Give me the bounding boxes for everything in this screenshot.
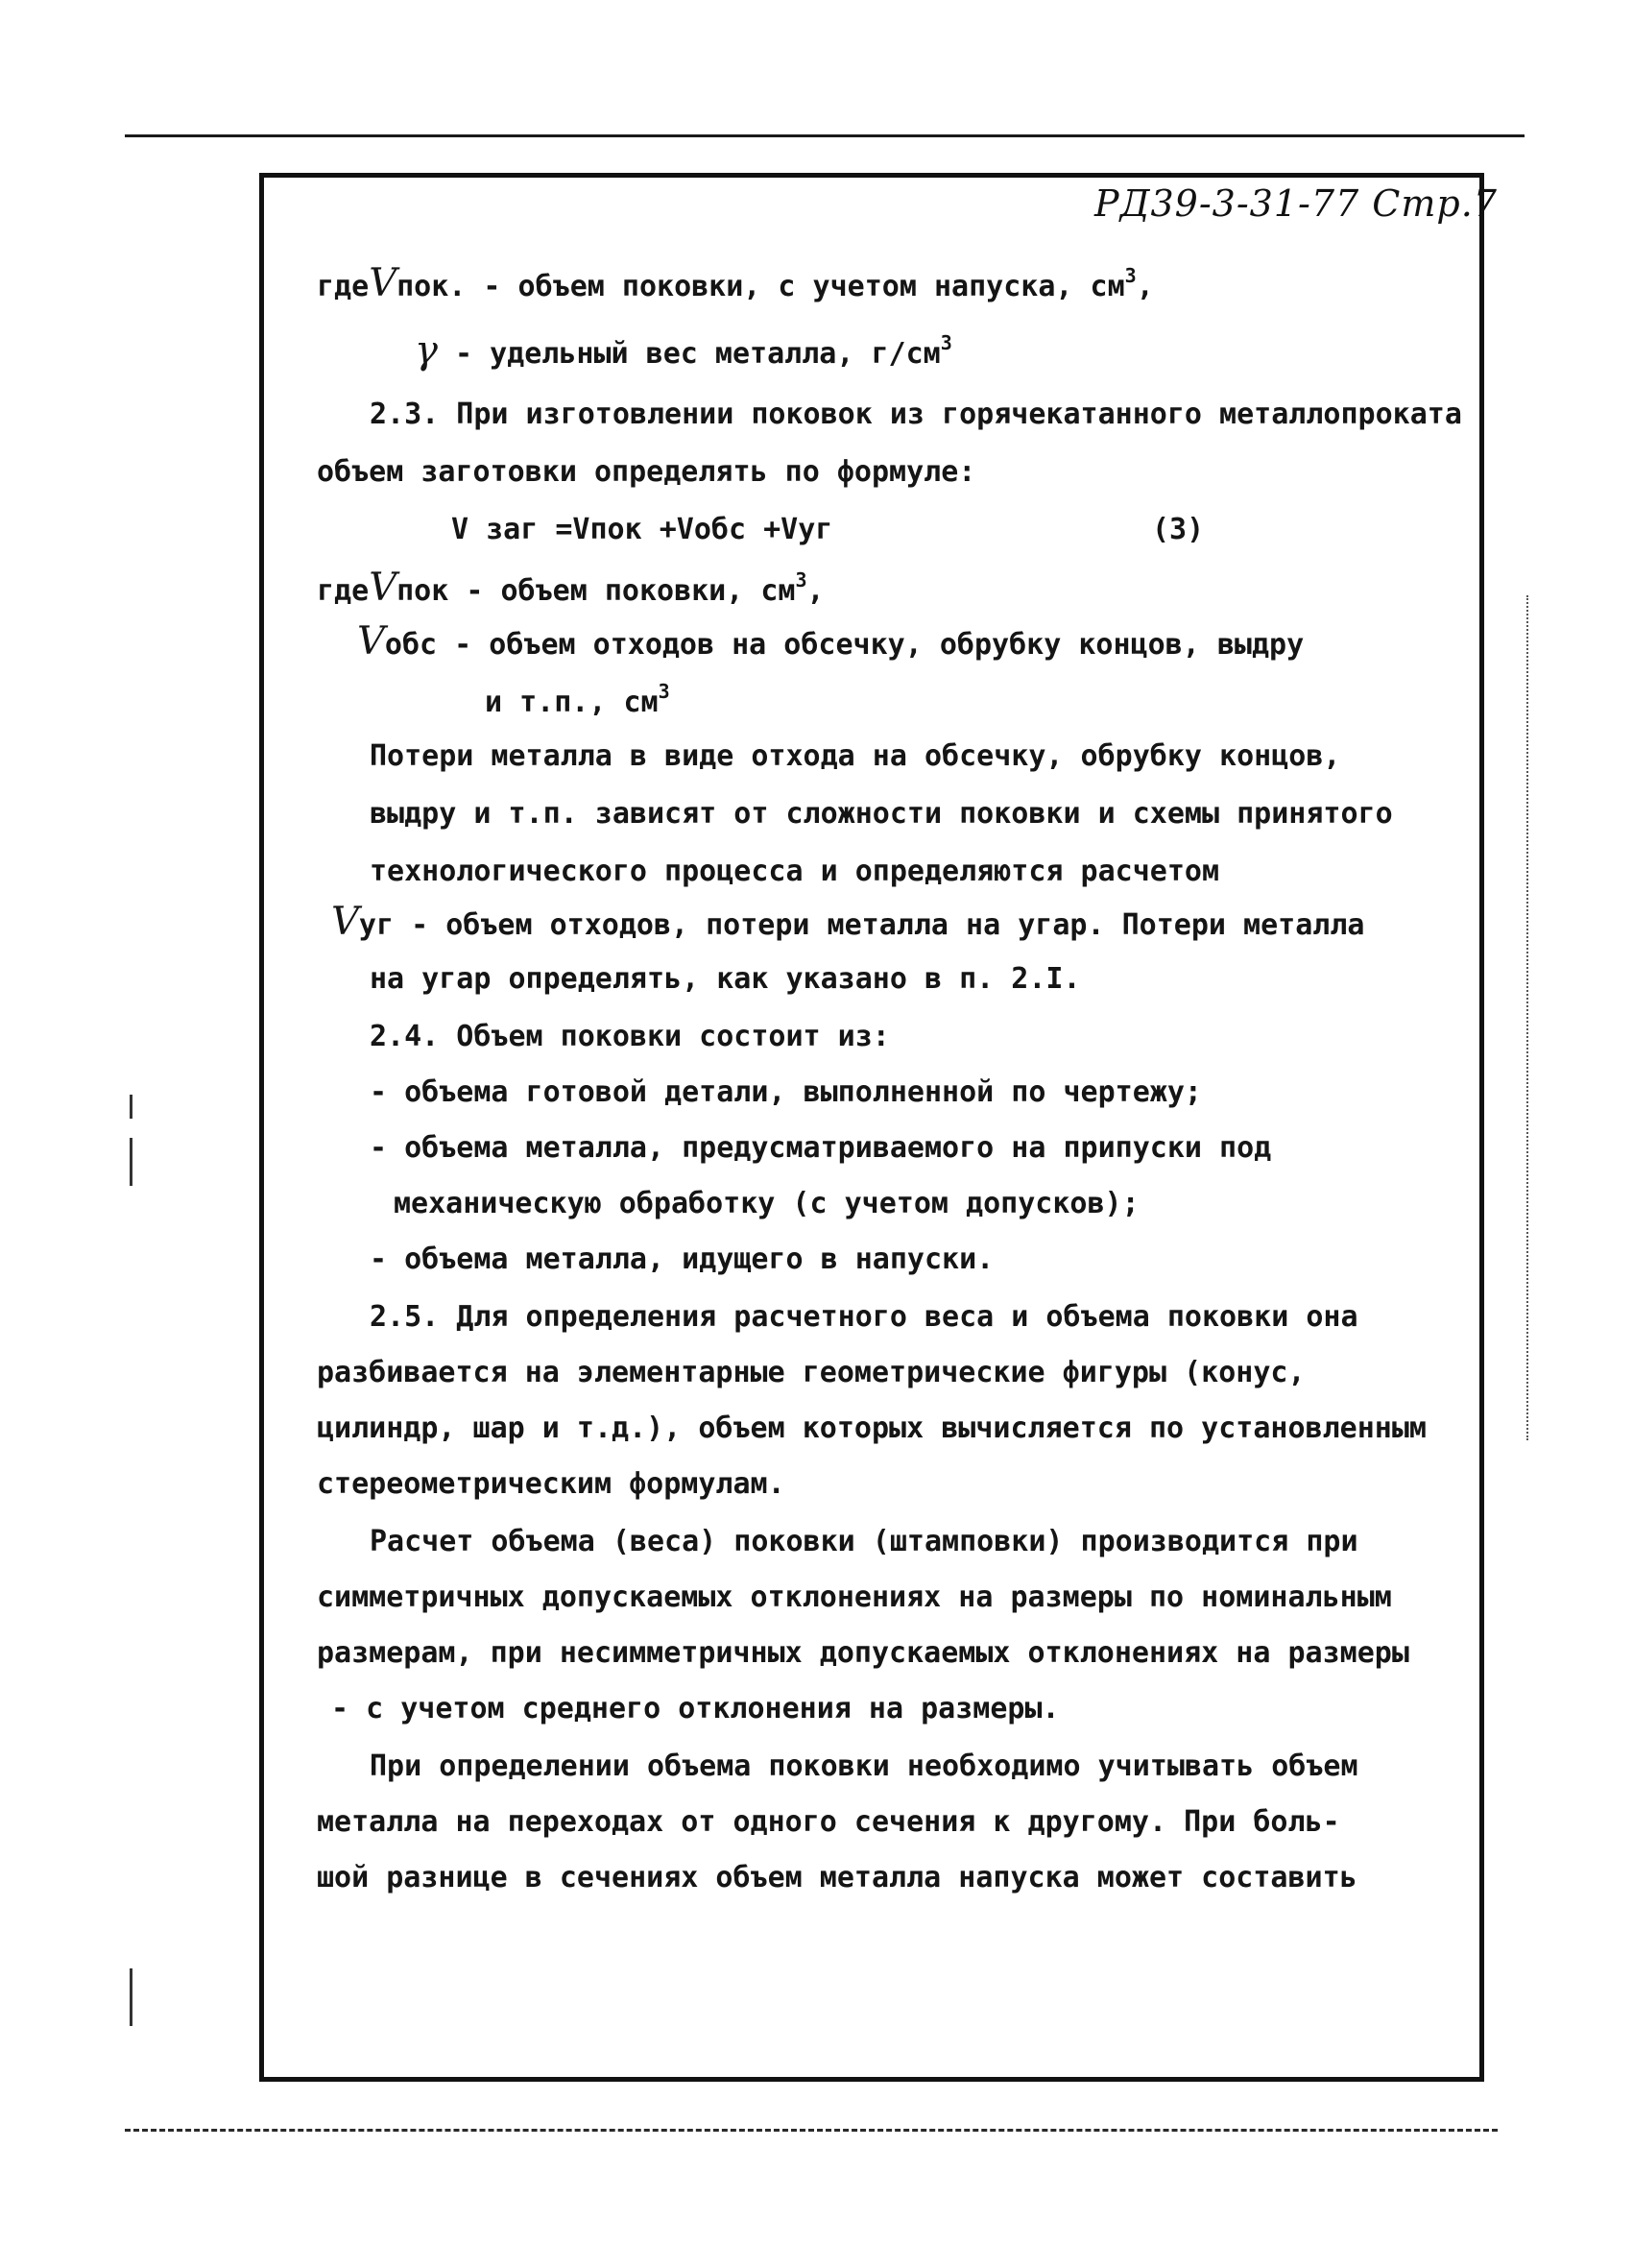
- text-line: [317, 568, 825, 611]
- text-line: симметричных допускаемых отклонениях на размеры по номинальным: [317, 1580, 1392, 1614]
- text-line: При определении объема поковки необходимо учитывать объем: [370, 1749, 1358, 1783]
- line-text: уг - объем отходов, потери металла на угар. Потери металла: [358, 908, 1365, 942]
- paragraph-2-3: 2.3. При изготовлении поковок из горячекатанного металлопроката: [370, 398, 1462, 431]
- text-line: Потери металла в виде отхода на обсечку, обрубку концов,: [370, 739, 1341, 773]
- superscript: 3: [940, 331, 952, 354]
- text-line: разбивается на элементарные геометрические фигуры (конус,: [317, 1356, 1306, 1389]
- superscript: 3: [658, 680, 670, 703]
- text-line: стереометрическим формулам.: [317, 1467, 785, 1501]
- volume-symbol: V: [357, 619, 385, 664]
- text-line: [357, 619, 1305, 664]
- word-gde: где: [317, 270, 370, 303]
- text-line: [485, 680, 670, 722]
- left-margin-mark: [130, 1095, 132, 1119]
- text-line: выдру и т.п. зависят от сложности поковки и схемы принятого: [370, 797, 1393, 831]
- formula: V заг =Vпок +Vобс +Vуг: [451, 513, 833, 546]
- text-line: цилиндр, шар и т.д.), объем которых вычисляется по установленным: [317, 1411, 1427, 1445]
- text-line: шой разнице в сечениях объем металла напуска может составить: [317, 1861, 1357, 1894]
- text-line: - с учетом среднего отклонения на размеры.: [331, 1692, 1060, 1725]
- gamma-symbol: γ: [415, 328, 438, 373]
- list-item: - объема готовой детали, выполненной по чертежу;: [370, 1075, 1202, 1109]
- volume-symbol: V: [369, 566, 397, 610]
- left-margin-mark: [130, 1968, 132, 2026]
- text-line: объем заготовки определять по формуле:: [317, 455, 976, 489]
- paragraph-2-5: 2.5. Для определения расчетного веса и объема поковки она: [370, 1300, 1358, 1334]
- list-item: - объема металла, предусматриваемого на припуски под: [370, 1131, 1272, 1165]
- line-end: ,: [806, 574, 825, 608]
- outer-top-border: [125, 134, 1525, 137]
- list-item: - объема металла, идущего в напуски.: [370, 1243, 995, 1276]
- line-end: ,: [1136, 270, 1154, 303]
- right-margin-mark: [1526, 595, 1530, 1440]
- text-line: размерам, при несимметричных допускаемых отклонениях на размеры: [317, 1636, 1409, 1670]
- text-line: [331, 900, 1365, 945]
- word-gde: где: [317, 574, 370, 608]
- text-line: Расчет объема (веса) поковки (штамповки) производится при: [370, 1525, 1358, 1558]
- superscript: 3: [1124, 264, 1137, 287]
- text-line: на угар определять, как указано в п. 2.I.: [370, 962, 1081, 996]
- paragraph-2-4: 2.4. Объем поковки состоит из:: [370, 1020, 890, 1053]
- text-line: технологического процесса и определяются расчетом: [370, 855, 1220, 888]
- line-text: и т.п., см: [485, 686, 659, 719]
- line-text: пок - объем поковки, см: [396, 574, 796, 608]
- volume-symbol: V: [331, 900, 359, 944]
- line-text: - удельный вес металла, г/см: [437, 337, 941, 371]
- document-reference-stamp: РД39-3-31-77 Стр.7: [1094, 182, 1498, 225]
- text-line-1: [317, 261, 1154, 306]
- formula-number: (3): [1152, 513, 1205, 546]
- list-item-continuation: механическую обработку (с учетом допусков);: [394, 1187, 1140, 1220]
- text-line: металла на переходах от одного сечения к другому. При боль-: [317, 1805, 1340, 1839]
- line-text: пок. - объем поковки, с учетом напуска, см: [396, 270, 1125, 303]
- left-margin-mark: [130, 1138, 132, 1186]
- volume-symbol: V: [369, 261, 397, 305]
- outer-bottom-border: [125, 2129, 1498, 2132]
- superscript: 3: [795, 568, 807, 591]
- line-text: обс - объем отходов на обсечку, обрубку концов, выдру: [384, 628, 1305, 662]
- text-line-2: [415, 328, 952, 374]
